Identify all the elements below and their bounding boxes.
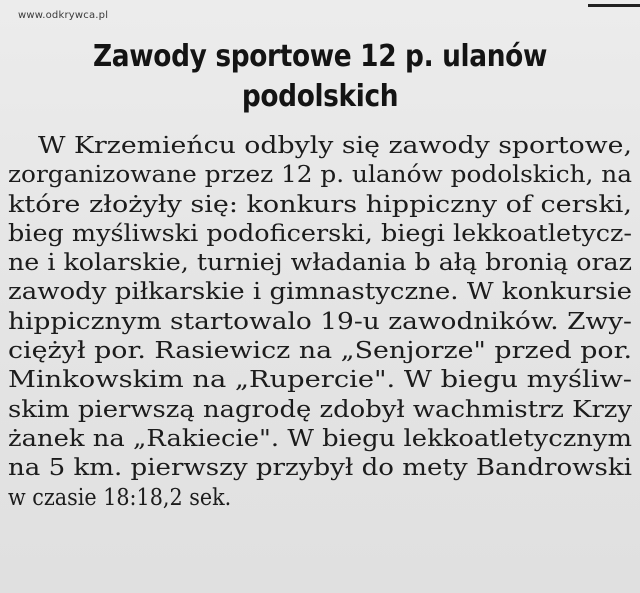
- body-line-text: Minkowskim na „Rupercie". W biegu myśliw-: [8, 367, 633, 394]
- article-body: [8, 132, 632, 513]
- body-line-text: skim pierwszą nagrodę zdobył wachmistrz Krzy: [8, 396, 633, 423]
- body-line: [8, 191, 632, 220]
- body-line: [8, 249, 632, 278]
- column-rule: [588, 4, 640, 7]
- body-line-text: na 5 km. pierwszy przybył do mety Bandrowski: [8, 455, 632, 482]
- body-line-text: bieg myśliwski podoficerski, biegi lekkoatletycz-: [8, 220, 632, 247]
- source-watermark: www.odkrywca.pl: [18, 10, 109, 21]
- body-line: [8, 132, 632, 161]
- body-line-text: zawody piłkarskie i gimnastyczne. W konkursie: [8, 279, 633, 306]
- body-line: [8, 337, 632, 366]
- body-line-text: W Krzemieńcu odbyly się zawody sportowe,: [38, 133, 632, 159]
- body-line: [8, 308, 632, 337]
- headline-line-1: Zawody sportowe 12 p. ulanów: [93, 39, 547, 74]
- body-line: [8, 161, 632, 190]
- body-line: [8, 366, 632, 395]
- body-line-text: zorganizowane przez 12 p. ulanów podolskich, na: [8, 162, 632, 189]
- body-line-text: hippicznym startowalo 19-u zawodników. Zwy-: [8, 308, 632, 335]
- body-line: [8, 220, 632, 249]
- body-line: [8, 396, 632, 425]
- body-line-text: ciężył por. Rasiewicz na „Senjorze" przed por.: [8, 338, 633, 365]
- body-line-text: w czasie 18:18,2 sek.: [8, 484, 232, 511]
- body-line: [8, 454, 632, 483]
- body-line-text: żanek na „Rakiecie". W biegu lekkoatletycznym: [8, 425, 633, 452]
- body-line-text: które złożyły się: konkurs hippiczny of cerski,: [8, 191, 632, 218]
- body-line: [8, 278, 632, 307]
- headline-line-2: podolskich: [241, 79, 399, 114]
- body-line: [8, 484, 632, 513]
- body-line-text: ne i kolarskie, turniej władania b ałą bronią oraz: [8, 250, 632, 277]
- article-headline: [38, 37, 601, 117]
- body-line: [8, 425, 632, 454]
